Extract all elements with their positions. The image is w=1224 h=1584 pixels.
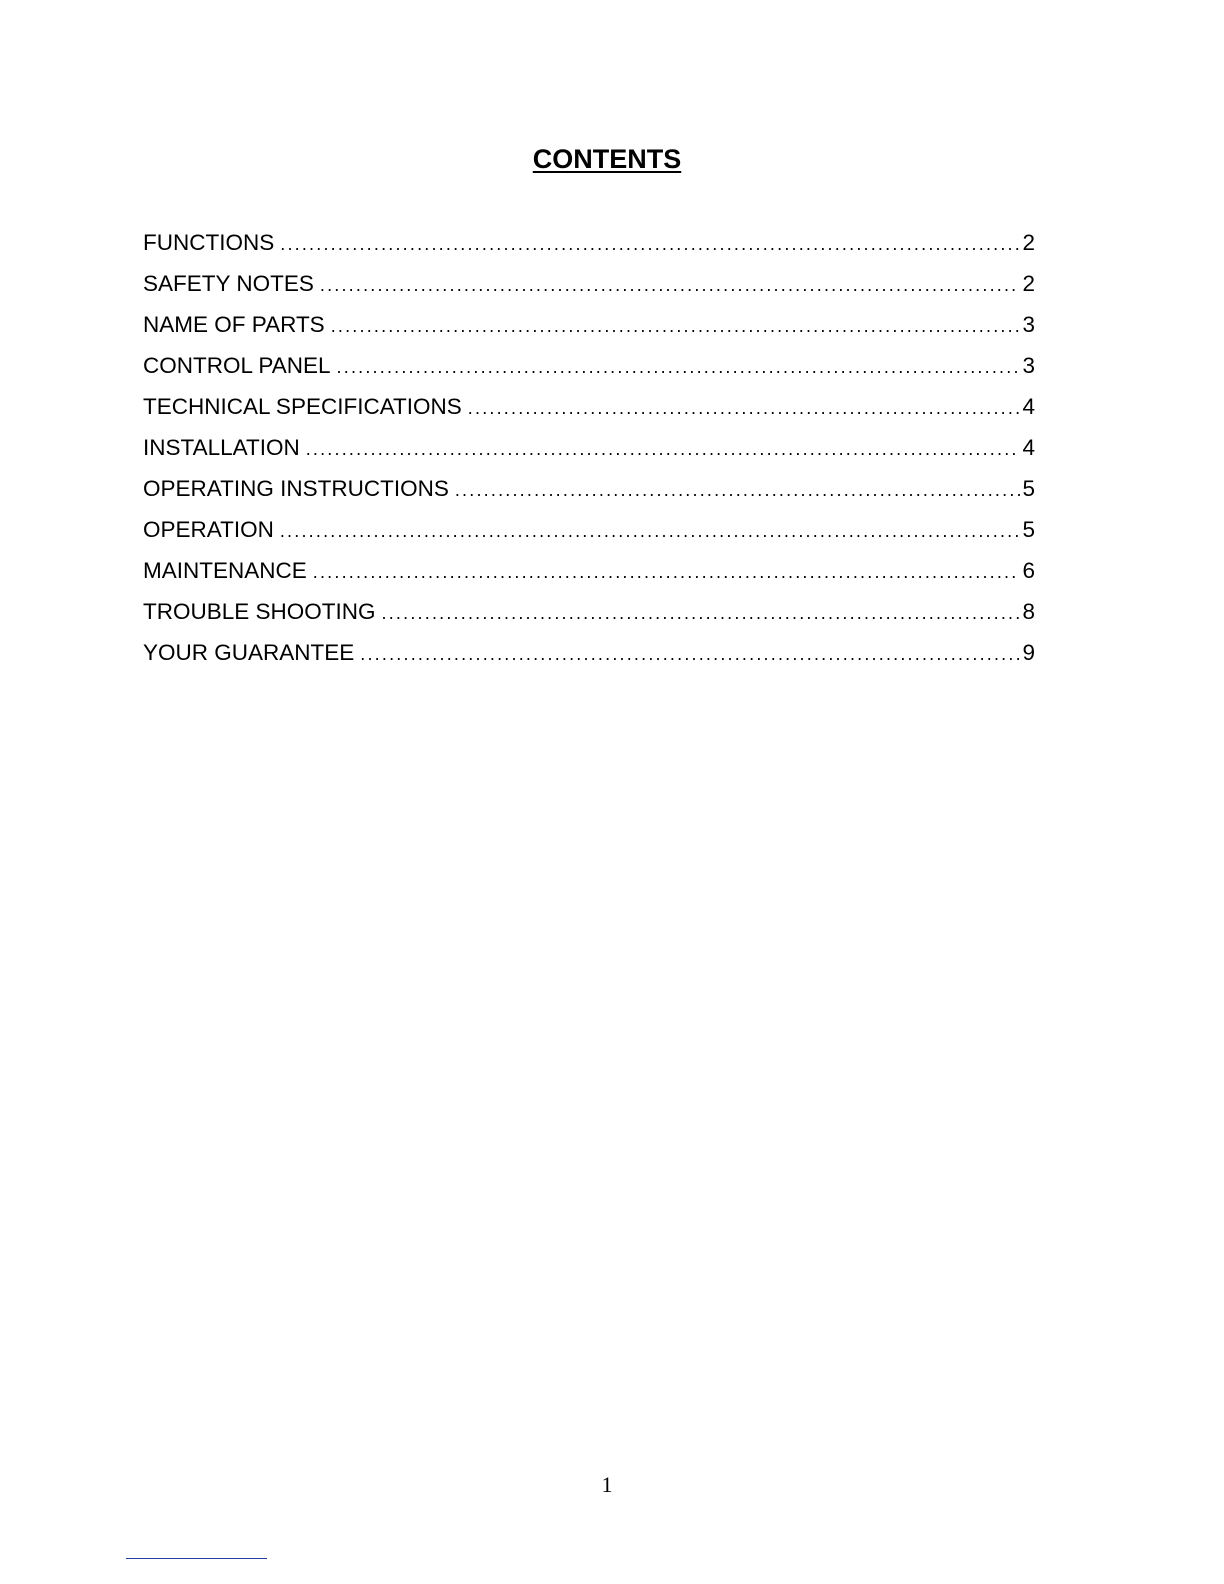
toc-entry-label: INSTALLATION — [143, 435, 300, 460]
toc-entry-page: 9 — [1022, 640, 1035, 665]
toc-entry-technical-specifications[interactable] — [143, 390, 1035, 431]
footnote-separator-line — [126, 1558, 267, 1559]
toc-entry-control-panel[interactable] — [143, 349, 1035, 390]
toc-entry-label: CONTROL PANEL — [143, 353, 331, 378]
toc-entry-page: 2 — [1022, 271, 1035, 296]
toc-dot-leader — [320, 268, 1021, 302]
toc-entry-page: 5 — [1022, 476, 1035, 501]
toc-entry-name-of-parts[interactable] — [143, 308, 1035, 349]
toc-dot-leader — [337, 350, 1021, 384]
toc-entry-label: FUNCTIONS — [143, 230, 275, 255]
table-of-contents — [143, 226, 1035, 677]
toc-entry-page: 3 — [1022, 353, 1035, 378]
toc-entry-functions[interactable] — [143, 226, 1035, 267]
toc-entry-label: OPERATING INSTRUCTIONS — [143, 476, 449, 501]
toc-dot-leader — [455, 473, 1021, 507]
toc-entry-your-guarantee[interactable] — [143, 636, 1035, 677]
toc-entry-page: 8 — [1022, 599, 1035, 624]
toc-entry-page: 3 — [1022, 312, 1035, 337]
toc-entry-page: 5 — [1022, 517, 1035, 542]
toc-entry-label: TROUBLE SHOOTING — [143, 599, 376, 624]
page-title-text: CONTENTS — [532, 144, 682, 174]
toc-entry-label: TECHNICAL SPECIFICATIONS — [143, 394, 462, 419]
toc-dot-leader — [280, 227, 1020, 261]
toc-dot-leader — [313, 555, 1021, 589]
toc-entry-label: OPERATION — [143, 517, 274, 542]
toc-dot-leader — [360, 637, 1020, 671]
toc-entry-trouble-shooting[interactable] — [143, 595, 1035, 636]
page-title — [0, 141, 1214, 177]
toc-entry-installation[interactable] — [143, 431, 1035, 472]
toc-entry-page: 4 — [1022, 394, 1035, 419]
toc-entry-safety-notes[interactable] — [143, 267, 1035, 308]
toc-dot-leader — [468, 391, 1021, 425]
toc-entry-label: YOUR GUARANTEE — [143, 640, 355, 665]
toc-entry-page: 2 — [1022, 230, 1035, 255]
page-number: 1 — [601, 1472, 613, 1497]
toc-dot-leader — [280, 514, 1021, 548]
toc-entry-page: 6 — [1022, 558, 1035, 583]
toc-dot-leader — [306, 432, 1021, 466]
toc-dot-leader — [331, 309, 1021, 343]
toc-entry-operation[interactable] — [143, 513, 1035, 554]
toc-entry-maintenance[interactable] — [143, 554, 1035, 595]
toc-entry-label: MAINTENANCE — [143, 558, 307, 583]
toc-entry-label: SAFETY NOTES — [143, 271, 314, 296]
toc-entry-page: 4 — [1022, 435, 1035, 460]
toc-entry-operating-instructions[interactable] — [143, 472, 1035, 513]
toc-dot-leader — [382, 596, 1021, 630]
toc-entry-label: NAME OF PARTS — [143, 312, 325, 337]
